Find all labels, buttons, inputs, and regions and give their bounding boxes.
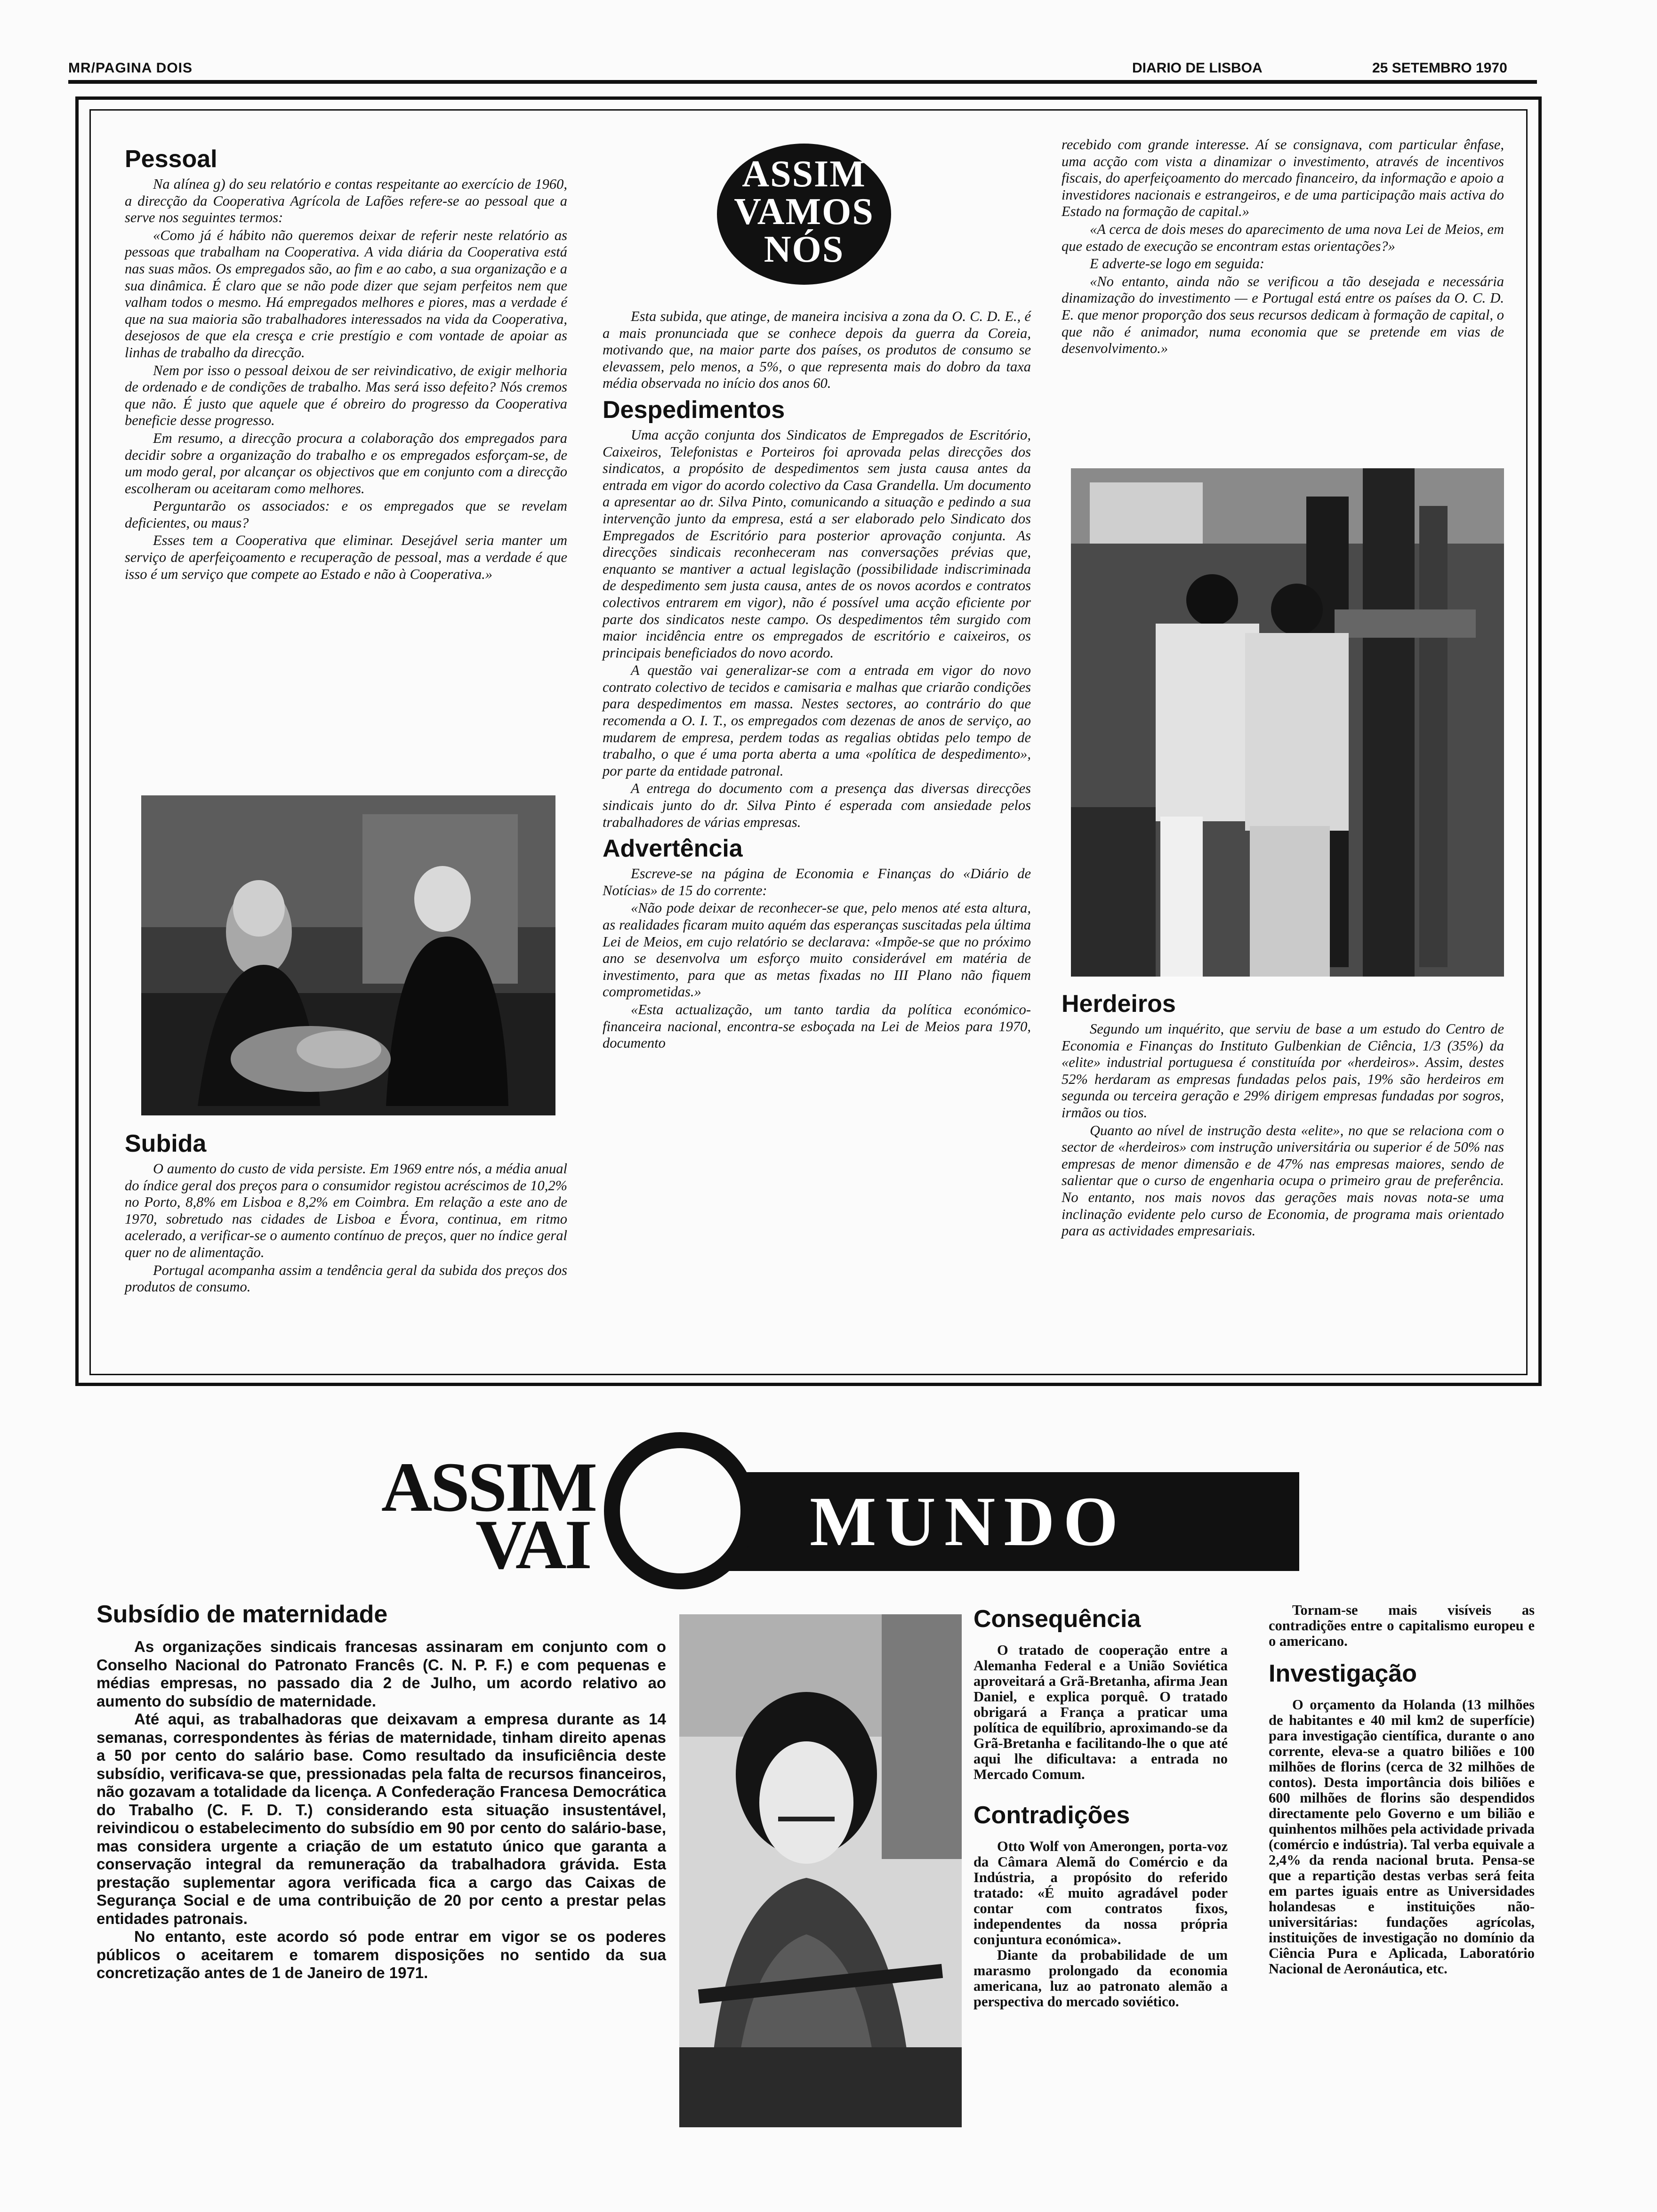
heading-subsidio: Subsídio de maternidade (97, 1601, 388, 1628)
assim-vai-o-mundo-masthead (358, 1431, 1309, 1591)
paragraph: As organizações sindicais francesas assinaram em conjunto com o Conselho Nacional do Patronato Francês (C. N. P. F.) e com pequenas e médias empresas, no passado dia 2 de Julho, um acordo relativo ao aumento do subsídio de maternidade. (97, 1638, 666, 1710)
paragraph: E adverte-se logo em seguida: (1090, 256, 1264, 272)
paragraph: No entanto, este acordo só pode entrar em vigor se os poderes públicos o aceitarem e tomarem disposições no sentido da sua concretização antes de 1 de Janeiro de 1971. (97, 1928, 666, 1981)
heading-contradicoes: Contradições (973, 1802, 1130, 1829)
badge-line-2: VAMOS (734, 191, 874, 232)
lower-right-column (1269, 1603, 1535, 1977)
badge-line-3: NÓS (764, 229, 845, 270)
heading-despedimentos: Despedimentos (603, 396, 785, 424)
heading-consequencia: Consequência (973, 1605, 1141, 1633)
running-header (68, 60, 1537, 81)
paragraph-middle-intro: Esta subida, que atinge, de maneira incisiva a zona da O. C. D. E., é a mais pronunciada que se conhece depois da guerra da Coreia, motivando que, na maior parte dos países, os produtos de consumo se elevassem, pelo menos, a 5%, o que representa mais do dobro da taxa média observada no início dos anos 60. (603, 308, 1031, 392)
paragraph: Nem por isso o pessoal deixou de ser reivindicativo, de exigir melhoria de ordenado e de condições de trabalho. Mas será isso defeito? Nós cremos que não. É justo que aquele que é obreiro do progresso da Cooperativa beneficie desse progresso. (125, 362, 567, 429)
paragraph: «Como já é hábito não queremos deixar de referir neste relatório as pessoas que trabalham na Cooperativa. A vida diária da Cooperativa está nas suas mãos. Os empregados são, ao fim e ao cabo, a sua organização e a sua dinâmica. É claro que se não pode dizer que sejam perfeitos nem que valham todos o mesmo. Há empregados melhores e piores, mas a verdade é que na sua maioria são trabalhadores interessados na vida da Cooperativa, desejosos de que ela cresça e crie prestígio e com vontade de apoiar as linhas de trabalho da direcção. (125, 227, 567, 361)
issue-date: 25 SETEMBRO 1970 (1372, 60, 1507, 76)
lower-middle-column (973, 1605, 1228, 2010)
article-subsidio-maternidade (97, 1600, 666, 1982)
masthead-word-assim: ASSIM (381, 1448, 596, 1526)
paragraph: Quanto ao nível de instrução desta «elite», no que se relaciona com o sector de «herdeiros» com instrução universitária ou superior é de 50% nas empresas de menor dimensão e de 47% nas empresas maiores, sendo de salientar que o curso de engenharia ocupa o primeiro grau de preferência. No entanto, nos mais novos das gerações mais novas nota-se uma inclinação evidente pelo curso de Economia, de programa mais orientado para as actividades empresariais. (1062, 1122, 1504, 1239)
masthead-word-vai: VAI (475, 1506, 590, 1584)
paragraph: Segundo um inquérito, que serviu de base a um estudo do Centro de Economia e Finanças do Instituto Gulbenkian de Ciência, 1/3 (35%) da «elite» industrial portuguesa é constituída por «herdeiros». Assim, destes 52% herdaram as empresas fundadas pelos pais, 19% são herdeiros em segunda ou terceira geração e 29% dirigem empresas fundadas por sogros, irmãos ou tios. (1062, 1021, 1504, 1121)
heading-subida: Subida (125, 1130, 207, 1157)
photo-women-at-counter (141, 795, 555, 1115)
assim-vamos-nos-badge (710, 141, 898, 287)
heading-investigacao: Investigação (1269, 1660, 1417, 1687)
paragraph: O orçamento da Holanda (13 milhões de habitantes e 40 mil km2 de superfície) para investigação científica, durante o ano corrente, eleva-se a quatro biliões e 100 milhões de florins (cerca de 32 milhões de contos). Desta importância dois biliões e 600 milhões de florins são despendidos directamente pelo Governo e um bilião e quinhentos milhões pela actividade privada (comércio e indústria). Tal verba equivale a 2,4% da renda nacional bruta. Pensa-se que a repartição destas verbas será feita em partes iguais entre as Universidades holandesas e instituições não-universitárias: fundações agrícolas, instituições de investigação no domínio da Ciência Pura e Aplicada, Laboratório Nacional de Aeronáutica, etc. (1269, 1697, 1535, 1977)
masthead-o-ring (603, 1431, 758, 1591)
article-subida (125, 1126, 567, 1297)
paragraph: Escreve-se na página de Economia e Finanças do «Diário de Notícias» de 15 do corrente: (603, 866, 1031, 898)
article-pessoal (125, 141, 567, 584)
paragraph: «A cerca de dois meses do aparecimento de uma nova Lei de Meios, em que estado de execução se encontram estas orientações?» (1062, 221, 1504, 254)
photo-smiling-woman (679, 1614, 962, 2127)
mundo-word: MUNDO (810, 1483, 1127, 1561)
newspaper-name: DIARIO DE LISBOA (1132, 60, 1263, 76)
paragraph: Otto Wolf von Amerongen, porta-voz da Câmara Alemã do Comércio e da Indústria, a propósito do referido tratado: «É muito agradável poder contar com contratos fixos, independentes da nossa própria conjuntura económica». (973, 1838, 1228, 1948)
paragraph: Esses tem a Cooperativa que eliminar. Desejável seria manter um serviço de aperfeiçoamento e recuperação de pessoal, mas a verdade é que isso é um serviço que compete ao Estado e não à Cooperativa.» (125, 532, 567, 582)
paragraph: Perguntarão os associados: e os empregados que se revelam deficientes, ou maus? (125, 498, 567, 531)
middle-column (603, 308, 1031, 1053)
paragraph: O tratado de cooperação entre a Alemanha Federal e a União Soviética aproveitará a Grã-Bretanha, afirma Jean Daniel, e explica porquê. O tratado obrigará a França a praticar uma política de equilíbrio, aproximando-se da Grã-Bretanha e facilitando-lhe o que até aqui lhe dificultava: a entrada no Mercado Comum. (973, 1642, 1228, 1782)
paragraph: A questão vai generalizar-se com a entrada em vigor do novo contrato colectivo de tecidos e camisaria e malhas que criarão condições para despedimentos em massa. Nestes sectores, ao contrário do que recomenda a O. I. T., os empregados com dezenas de anos de serviço, ao mudarem de empresa, perdem todas as regalias obtidas pelo tempo de trabalho, o que é uma porta aberta a uma «política de despedimento», por parte da entidade patronal. (603, 662, 1031, 779)
paragraph: «Esta actualização, um tanto tardia da política económico-financeira nacional, encontra-se esboçada na Lei de Meios para 1970, documento (603, 1001, 1031, 1051)
header-rule (68, 80, 1537, 84)
heading-advertencia: Advertência (603, 835, 743, 863)
paragraph: Portugal acompanha assim a tendência geral da subida dos preços dos produtos de consumo. (125, 1262, 567, 1295)
paragraph: recebido com grande interesse. Aí se consignava, com particular ênfase, uma acção com vista a dinamizar o investimento, através de incentivos fiscais, do aperfeiçoamento do mercado financeiro, da informação e apoio a investidores nacionais e estrangeiros, e de uma participação mais activa do Estado na formação de capital.» (1062, 136, 1504, 220)
paragraph: Na alínea g) do seu relatório e contas respeitante ao exercício de 1960, a direcção da Cooperativa Agrícola de Lafões refere-se ao pessoal que a serve nos seguintes termos: (125, 176, 567, 226)
heading-pessoal: Pessoal (125, 145, 217, 173)
heading-herdeiros: Herdeiros (1062, 990, 1176, 1018)
paragraph: «Não pode deixar de reconhecer-se que, pelo menos até esta altura, as realidades ficaram muito aquém das esperanças suscitadas pela última Lei de Meios, em cujo relatório se declarava: «Impõe-se que no próximo ano se desenvolva um esforço muito considerável em matéria de investimento, para que as metas fixadas no III Plano não fiquem comprometidas.» (603, 900, 1031, 1000)
paragraph: A entrega do documento com a presença das diversas direcções sindicais junto do dr. Silva Pinto é esperada com ansiedade pelos trabalhadores de várias empresas. (603, 780, 1031, 830)
paragraph-right-intro: Tornam-se mais visíveis as contradições entre o capitalismo europeu e o americano. (1269, 1602, 1535, 1649)
photo-workers-at-machine (1071, 468, 1504, 977)
paragraph: Uma acção conjunta dos Sindicatos de Empregados de Escritório, Caixeiros, Telefonistas e Porteiros foi aprovada pelas direcções dos sindicatos, a propósito de despedimentos sem justa causa antes da entrada em vigor do acordo colectivo da Casa Grandella. Um documento a apresentar ao dr. Silva Pinto, comunicando a situação e pedindo a sua intervenção junto da empresa, está a ser elaborado pelo Sindicato dos Empregados de Escritório para posterior aprovação conjunta. As direcções sindicais reconheceram nas conversações prévias que, enquanto se mantiver a actual legislação (possibilidade indiscriminada de despedimento sem justa causa, antes de os novos acordos e contratos colectivos entrarem em vigor), não é possível uma acção eficiente por parte dos sindicatos neste campo. Os despedimentos têm surgido com maior incidência entre os empregados de escritório e caixeiros, os principais beneficiados do novo acordo. (603, 426, 1031, 661)
paragraph: Diante da probabilidade de um marasmo prolongado da economia americana, luz ao patronato alemão a perspectiva do mercado soviético. (973, 1947, 1228, 2010)
section-label: MR/PAGINA DOIS (68, 60, 193, 76)
article-herdeiros (1062, 986, 1504, 1241)
badge-line-1: ASSIM (742, 153, 866, 195)
paragraph: O aumento do custo de vida persiste. Em 1969 entre nós, a média anual do índice geral dos preços para o consumidor registou acréscimos de 10,2% no Porto, 8,8% em Lisboa e 8,2% em Coimbra. Em relação a este ano de 1970, sobretudo nas cidades de Lisboa e Évora, continua, em ritmo acelerado, a verificar-se o aumento contínuo de preços, quer no índice geral quer no de alimentação. (125, 1161, 567, 1260)
paragraph: «No entanto, ainda não se verificou a tão desejada e necessária dinamização do investimento — e Portugal está entre os países da O. C. D. E. que menor proporção dos seus recursos dedicam à formação de capital, o que não é animador, numa economia que se pretende em vias de desenvolvimento.» (1062, 273, 1504, 357)
right-column-top (1062, 136, 1504, 358)
mundo-banner (687, 1472, 1299, 1571)
paragraph: Até aqui, as trabalhadoras que deixavam a empresa durante as 14 semanas, correspondentes às férias de maternidade, tinham direito apenas a 50 por cento do salário base. Como resultado da insuficiência deste subsídio, verificava-se que, pressionadas pela falta de recursos financeiros, não gozavam a totalidade da licença. A Confederação Francesa Democrática do Trabalho (C. F. D. T.) considerando esta situação insustentável, reivindicou o estabelecimento do subsídio em 90 por cento do salário-base, mas considera urgente a criação de um estatuto único que garanta a conservação integral da remuneração da trabalhadora grávida. Esta prestação suplementar agora verificada fica a cargo das Caixas de Segurança Social e de uma contribuição de 20 por cento a prestar pelas entidades patronais. (97, 1710, 666, 1927)
paragraph: Em resumo, a direcção procura a colaboração dos empregados para decidir sobre a organização do trabalho e os empregados esforçam-se, de um modo geral, por alcançar os objectivos que em conjunto com a direcção escolheram ou aceitaram como melhores. (125, 430, 567, 497)
